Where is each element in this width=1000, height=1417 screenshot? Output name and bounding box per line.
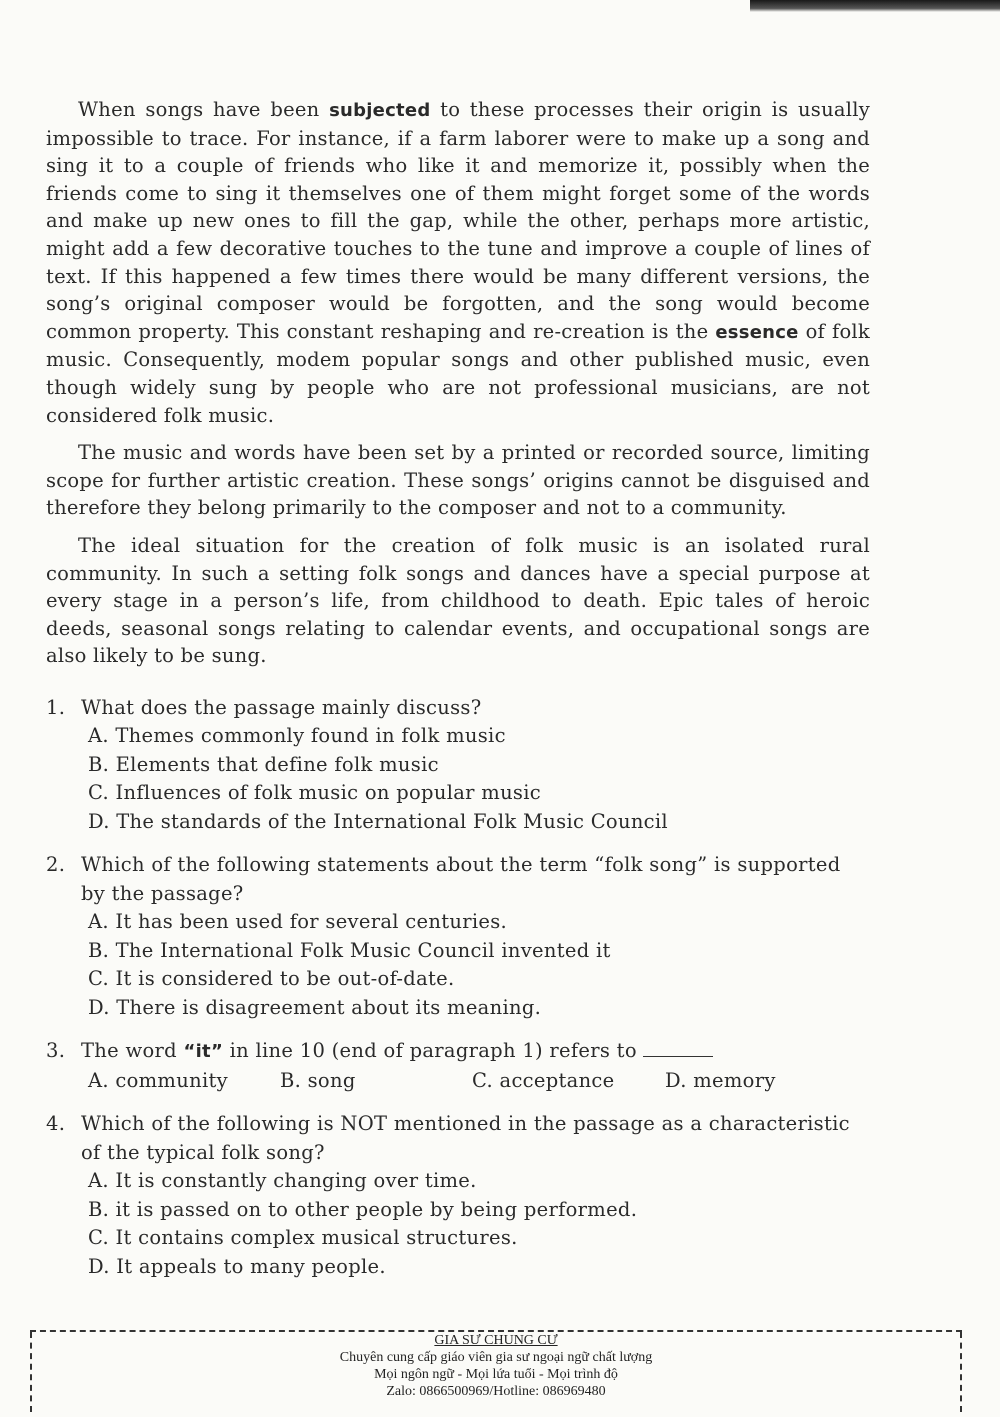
question-text	[81, 694, 870, 723]
question-1	[46, 694, 870, 837]
answer-option: C. Influences of folk music on popular music	[88, 781, 541, 805]
question-number: 3.	[46, 1039, 66, 1063]
answer-option: B. Elements that define folk music	[88, 752, 439, 776]
answer-option: A. It has been used for several centuries.	[88, 910, 507, 934]
answer-option: C. It contains complex musical structures.	[88, 1226, 518, 1250]
text-run: of folk music. Consequently, modem popular songs and other published music, even though widely sung by people who are not professional musicians, are not considered folk music.	[46, 319, 870, 427]
bold-term: “it”	[183, 1041, 224, 1063]
answer-option: C. It is considered to be out-of-date.	[88, 967, 455, 991]
footer-line-2: Mọi ngôn ngữ - Mọi lứa tuổi - Mọi trình độ	[374, 1367, 618, 1382]
text-run: Which of the following statements about the term “folk song” is supported by the passage?	[81, 853, 841, 905]
answer-option: B. The International Folk Music Council invented it	[88, 938, 611, 962]
answer-option: D. memory	[665, 1068, 776, 1092]
answer-option: A. It is constantly changing over time.	[88, 1169, 477, 1193]
bold-term: subjected	[329, 100, 431, 121]
question-text	[81, 851, 870, 908]
text-run: The music and words have been set by a printed or recorded source, limiting scope for further artistic creation. These songs’ origins cannot be disguised and therefore they belong primarily to the composer and not to a community.	[46, 441, 870, 520]
text-run: in line 10 (end of paragraph 1) refers to	[223, 1039, 644, 1063]
answer-option: C. acceptance	[472, 1068, 615, 1092]
footer-brand: GIA SƯ CHUNG CƯ	[434, 1333, 558, 1348]
paragraph-1	[46, 96, 870, 429]
paragraph-3	[46, 532, 870, 670]
answer-option: D. It appeals to many people.	[88, 1254, 386, 1278]
answer-options-inline	[46, 1067, 870, 1096]
bold-term: essence	[715, 321, 799, 343]
answer-option: A. Themes commonly found in folk music	[88, 724, 506, 748]
text-run: When songs have been	[78, 98, 330, 121]
answer-option: B. it is passed on to other people by being performed.	[88, 1197, 638, 1221]
question-2	[46, 851, 870, 1022]
answer-option: D. There is disagreement about its meaning.	[88, 995, 542, 1019]
question-list	[46, 694, 870, 1282]
answer-option: B. song	[280, 1068, 356, 1092]
answer-option: D. The standards of the International Folk Music Council	[88, 809, 668, 833]
scan-edge-shadow	[750, 0, 1000, 12]
answer-blank	[643, 1038, 713, 1057]
question-3	[46, 1037, 870, 1095]
paragraph-2	[46, 439, 870, 522]
footer-line-3: Zalo: 0866500969/Hotline: 086969480	[386, 1384, 606, 1399]
question-text	[81, 1110, 870, 1167]
text-run: Which of the following is NOT mentioned in the passage as a characteristic of the typical folk song?	[81, 1112, 850, 1164]
question-number: 2.	[46, 853, 66, 877]
reading-passage	[46, 96, 870, 670]
question-text	[81, 1037, 870, 1067]
question-number: 1.	[46, 695, 66, 719]
text-run: What does the passage mainly discuss?	[81, 695, 482, 719]
footer-box	[30, 1330, 962, 1417]
text-run: to these processes their origin is usually impossible to trace. For instance, if a farm laborer were to make up a song and sing it to a couple of friends who like it and memorize it, possibly when the friends come to sing it themselves one of them might forget some of the words and make up new ones to fill the gap, while the other, perhaps more artistic, might add a few decorative touches to the tune and improve a couple of lines of text. If this happened a few times there would be many different versions, the song’s original composer would be forgotten, and the song would become common property. This constant reshaping and re-creation is the	[46, 98, 870, 343]
document-page	[46, 96, 870, 1296]
question-4	[46, 1110, 870, 1281]
text-run: The ideal situation for the creation of folk music is an isolated rural community. In such a setting folk songs and dances have a special purpose at every stage in a person’s life, from childhood to death. Epic tales of heroic deeds, seasonal songs relating to calendar events, and occupational songs are also likely to be sung.	[46, 533, 870, 668]
answer-option: A. community	[88, 1068, 228, 1092]
question-number: 4.	[46, 1112, 66, 1136]
text-run: The word	[81, 1039, 184, 1063]
footer-line-1: Chuyên cung cấp giáo viên gia sư ngoại ngữ chất lượng	[339, 1350, 653, 1365]
